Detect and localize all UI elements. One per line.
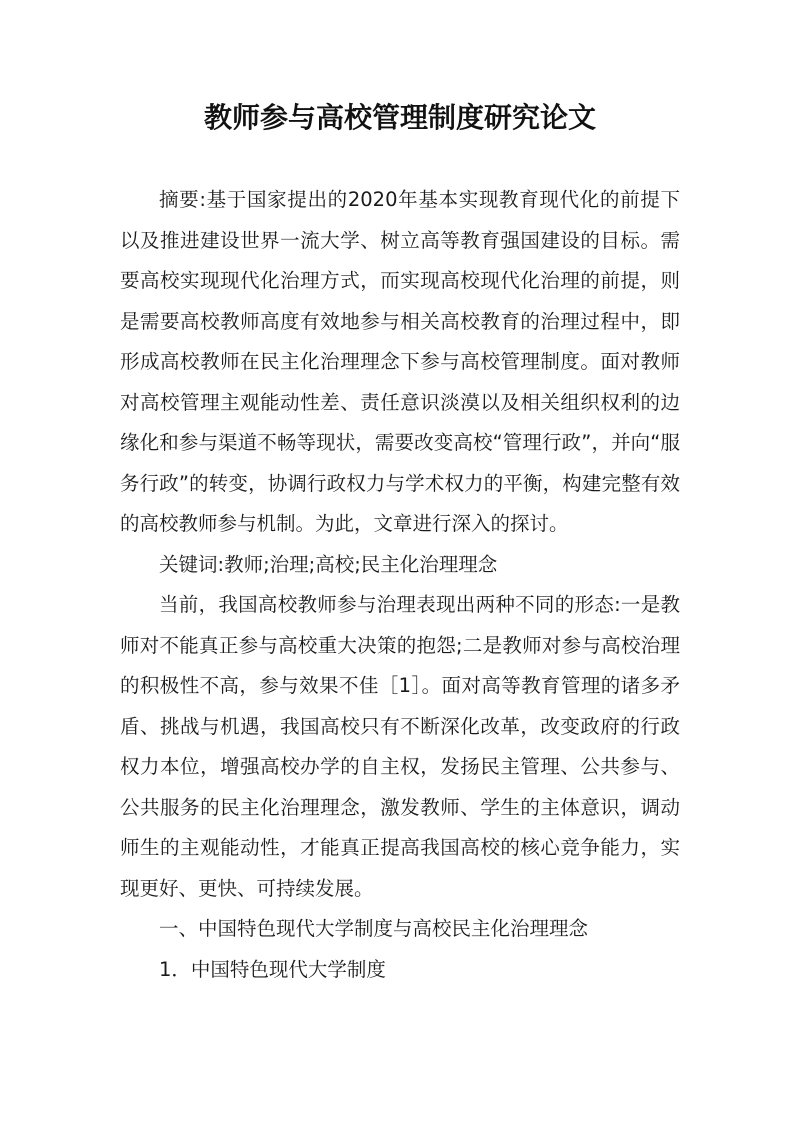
section-heading-1: 一、中国特色现代大学制度与高校民主化治理理念	[159, 917, 589, 940]
keywords-paragraph: 关键词:教师;治理;高校;民主化治理理念	[159, 552, 498, 576]
abstract-paragraph: 摘要:基于国家提出的2020年基本实现教育现代化的前提下以及推进建设世界一流大学、树立高等教育强国建设的目标。需要高校实现现代化治理方式，而实现高校现代化治理的前提，则是需要高校教师高度有效地参与相关高校教育的治理过程中，即形成高校教师在民主化治理理念下参与高校管理制度。面对教师对高校管理主观能动性差、责任意识淡漠以及相关组织权利的边缘化和参与渠道不畅等现状，需要改变高校“管理行政”，并向“服务行政”的转变，协调行政权力与学术权力的平衡，构建完整有效的高校教师参与机制。为此，文章进行深入的探讨。	[120, 188, 680, 535]
subsection-heading-1-1: 1．中国特色现代大学制度	[159, 957, 386, 981]
intro-paragraph: 当前，我国高校教师参与治理表现出两种不同的形态:一是教师对不能真正参与高校重大决策的抱怨;二是教师对参与高校治理的积极性不高，参与效果不佳［1］。面对高等教育管理的诸多矛盾、挑战与机遇，我国高校只有不断深化改革，改变政府的行政权力本位，增强高校办学的自主权，发扬民主管理、公共参与、公共服务的民主化治理理念，激发教师、学生的主体意识，调动师生的主观能动性，才能真正提高我国高校的核心竞争能力，实现更好、更快、可持续发展。	[120, 593, 680, 900]
document-body	[120, 180, 680, 990]
document-title: 教师参与高校管理制度研究论文	[203, 101, 596, 134]
